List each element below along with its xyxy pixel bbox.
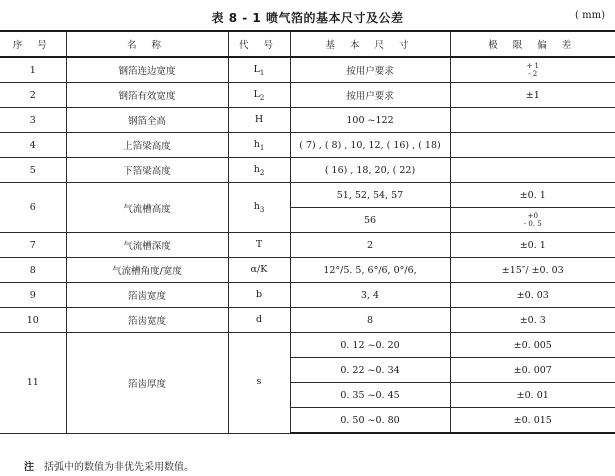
row-code: [228, 133, 290, 158]
tolerance: [450, 108, 615, 133]
basic-size: 56: [290, 208, 450, 233]
basic-size: ( 16) , 18, 20, ( 22): [290, 158, 450, 183]
basic-size: 0. 22 ~0. 34: [290, 358, 450, 383]
unit-label: ( mm): [575, 10, 605, 21]
table-row: [0, 333, 615, 358]
code-subscript: 3: [259, 205, 265, 214]
tolerance: [450, 133, 615, 158]
table-row: [0, 133, 615, 158]
tolerance: ±0. 1: [450, 233, 615, 258]
tolerance: ±1: [450, 83, 615, 108]
code-symbol: d: [255, 313, 263, 325]
row-code: [228, 308, 290, 333]
footnote: [24, 458, 194, 473]
code-symbol: b: [255, 288, 263, 300]
row-code: [228, 183, 290, 233]
basic-size: 0. 35 ~0. 45: [290, 383, 450, 408]
table-row: [0, 83, 615, 108]
code-symbol: h: [253, 163, 260, 175]
row-number: 3: [0, 108, 66, 133]
note-text: 括弧中的数值为非优先采用数值。: [44, 462, 194, 473]
tolerance: ±0. 007: [450, 358, 615, 383]
code-symbol: h: [253, 201, 260, 213]
row-name: 钢箔全高: [66, 108, 228, 133]
table-row: [0, 233, 615, 258]
code-subscript: 2: [259, 168, 265, 177]
basic-size: ( 7) , ( 8) , 10, 12, ( 16) , ( 18): [290, 133, 450, 158]
tolerance: ±0. 03: [450, 283, 615, 308]
row-number: 10: [0, 308, 66, 333]
basic-size: 3, 4: [290, 283, 450, 308]
basic-size: 12°/5. 5, 6°/6, 0°/6,: [290, 258, 450, 283]
code-symbol: L: [253, 63, 260, 75]
tolerance: ±0. 3: [450, 308, 615, 333]
dimension-table: [0, 30, 615, 434]
lower-deviation: - 0. 5: [523, 219, 542, 228]
basic-size: 0. 12 ~0. 20: [290, 333, 450, 358]
column-header: 基 本 尺 寸: [290, 31, 450, 57]
basic-size: 按用户要求: [290, 83, 450, 108]
row-number: 1: [0, 57, 66, 83]
row-name: 气流槽深度: [66, 233, 228, 258]
code-symbol: h: [253, 138, 260, 150]
row-name: 气流槽角度/宽度: [66, 258, 228, 283]
stacked-tolerance: [524, 212, 542, 228]
lower-deviation: - 2: [528, 69, 538, 78]
code-subscript: 2: [259, 93, 265, 102]
row-number: 7: [0, 233, 66, 258]
table-row: [0, 258, 615, 283]
code-symbol: s: [256, 376, 262, 388]
code-symbol: H: [254, 113, 264, 125]
tolerance: ±0. 005: [450, 333, 615, 358]
column-header: 极 限 偏 差: [450, 31, 615, 57]
row-code: [228, 158, 290, 183]
tolerance: [450, 158, 615, 183]
basic-size: 按用户要求: [290, 57, 450, 83]
basic-size: 51, 52, 54, 57: [290, 183, 450, 208]
basic-size: 2: [290, 233, 450, 258]
table-row: [0, 57, 615, 83]
row-number: 2: [0, 83, 66, 108]
basic-size: 0. 50 ~0. 80: [290, 408, 450, 434]
row-number: 11: [0, 333, 66, 434]
basic-size: 100 ~122: [290, 108, 450, 133]
row-name: 气流槽高度: [66, 183, 228, 233]
upper-deviation: + 1: [526, 61, 540, 70]
table-row: [0, 108, 615, 133]
row-number: 5: [0, 158, 66, 183]
table-row: [0, 308, 615, 333]
table-row: [0, 183, 615, 208]
column-header: 名 称: [66, 31, 228, 57]
row-name: 上箔梁高度: [66, 133, 228, 158]
row-number: 9: [0, 283, 66, 308]
stacked-tolerance: [526, 62, 539, 78]
row-code: [228, 283, 290, 308]
row-name: 钢箔有效宽度: [66, 83, 228, 108]
code-subscript: 1: [259, 143, 265, 152]
row-code: [228, 233, 290, 258]
code-symbol: α/K: [250, 263, 268, 275]
header-row: [0, 31, 615, 57]
column-header: 序 号: [0, 31, 66, 57]
row-name: 箔齿宽度: [66, 283, 228, 308]
tolerance: [450, 57, 615, 83]
tolerance: ±15″/ ±0. 03: [450, 258, 615, 283]
code-subscript: 1: [259, 68, 265, 77]
row-number: 8: [0, 258, 66, 283]
row-code: [228, 333, 290, 434]
column-header: 代 号: [228, 31, 290, 57]
row-name: 箔齿厚度: [66, 333, 228, 434]
row-name: 下箔梁高度: [66, 158, 228, 183]
upper-deviation: +0: [527, 211, 538, 220]
table-row: [0, 283, 615, 308]
row-name: 箔齿宽度: [66, 308, 228, 333]
table-row: [0, 158, 615, 183]
row-number: 6: [0, 183, 66, 233]
tolerance: ±0. 1: [450, 183, 615, 208]
code-symbol: T: [255, 238, 263, 250]
row-number: 4: [0, 133, 66, 158]
code-symbol: L: [253, 88, 260, 100]
note-label: 注: [24, 462, 34, 473]
tolerance: ±0. 015: [450, 408, 615, 434]
row-code: [228, 83, 290, 108]
tolerance: ±0. 01: [450, 383, 615, 408]
row-code: [228, 108, 290, 133]
table-title: 表 8 - 1 喷气箔的基本尺寸及公差: [211, 11, 404, 25]
row-name: 钢箔连边宽度: [66, 57, 228, 83]
row-code: [228, 57, 290, 83]
row-code: [228, 258, 290, 283]
tolerance: [450, 208, 615, 233]
basic-size: 8: [290, 308, 450, 333]
